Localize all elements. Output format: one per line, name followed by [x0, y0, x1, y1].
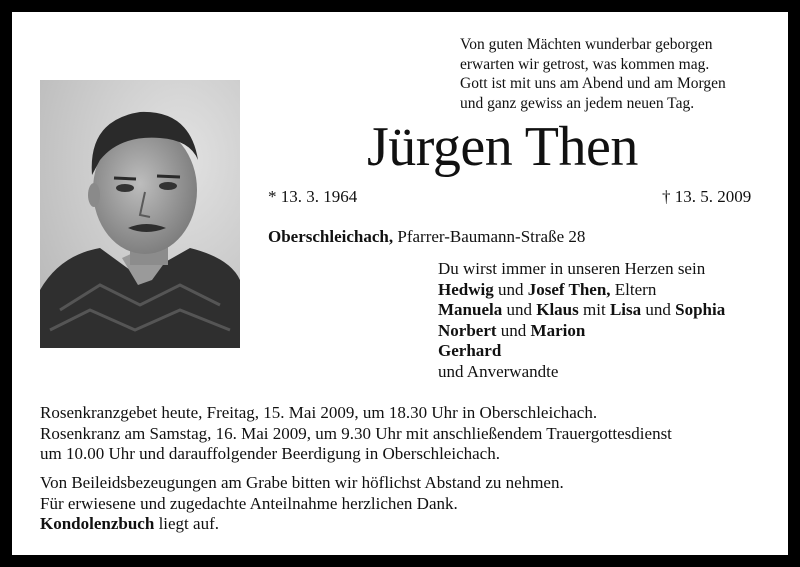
condolence-line — [40, 514, 564, 535]
conjunction: und — [645, 300, 671, 319]
family-line — [438, 341, 725, 362]
family-member: Manuela — [438, 300, 503, 319]
family-member: Lisa — [609, 300, 642, 319]
conjunction: und — [500, 320, 527, 340]
conjunction: und — [506, 300, 532, 319]
death-date: † 13. 5. 2009 — [662, 187, 752, 206]
family-line — [438, 280, 725, 301]
closing-notes — [40, 473, 564, 535]
poem-line: Von guten Mächten wunderbar geborgen — [460, 36, 713, 53]
family-member: Norbert — [438, 320, 497, 340]
address-town: Oberschleichach, — [268, 227, 394, 246]
family-member: Hedwig — [438, 279, 494, 299]
poem-line: erwarten wir getrost, was kommen mag. — [460, 55, 710, 73]
portrait-image — [40, 80, 240, 348]
service-line: um 10.00 Uhr und darauffolgender Beerdigung in Oberschleichach. — [40, 444, 500, 463]
family-intro: Du wirst immer in unseren Herzen sein — [438, 259, 706, 278]
address — [268, 227, 585, 247]
condolence-rest: liegt auf. — [158, 514, 219, 533]
address-street: Pfarrer-Baumann-Straße 28 — [397, 227, 586, 246]
condolence-book: Kondolenzbuch — [40, 514, 155, 533]
closing-line: Für erwiesene und zugedachte Anteilnahme herzlichen Dank. — [40, 493, 458, 513]
poem — [460, 35, 726, 113]
family-list — [438, 259, 725, 382]
poem-line: Gott ist mit uns am Abend und am Morgen — [460, 75, 726, 92]
family-line — [438, 321, 725, 342]
family-others: und Anverwandte — [438, 361, 559, 381]
closing-line: Von Beileidsbezeugungen am Grabe bitten wir höflichst Abstand zu nehmen. — [40, 473, 564, 492]
family-member: Klaus — [536, 300, 579, 319]
family-line — [438, 300, 725, 321]
birth-date: * 13. 3. 1964 — [268, 187, 358, 206]
service-line: Rosenkranzgebet heute, Freitag, 15. Mai 2009, um 18.30 Uhr in Oberschleichach. — [40, 403, 598, 422]
family-member: Gerhard — [438, 341, 502, 360]
service-info — [40, 403, 672, 465]
family-member: Josef Then, — [527, 279, 611, 299]
family-member: Sophia — [675, 300, 726, 319]
family-role: Eltern — [614, 279, 657, 299]
poem-line: und ganz gewiss an jedem neuen Tag. — [460, 94, 695, 112]
family-member: Marion — [530, 320, 586, 340]
service-line: Rosenkranz am Samstag, 16. Mai 2009, um 9.30 Uhr mit anschließendem Trauergottesdienst — [40, 423, 672, 443]
portrait-photo — [40, 80, 240, 348]
conjunction: und — [497, 279, 524, 299]
conjunction: mit — [583, 300, 606, 319]
deceased-name: Jürgen Then — [367, 116, 638, 178]
